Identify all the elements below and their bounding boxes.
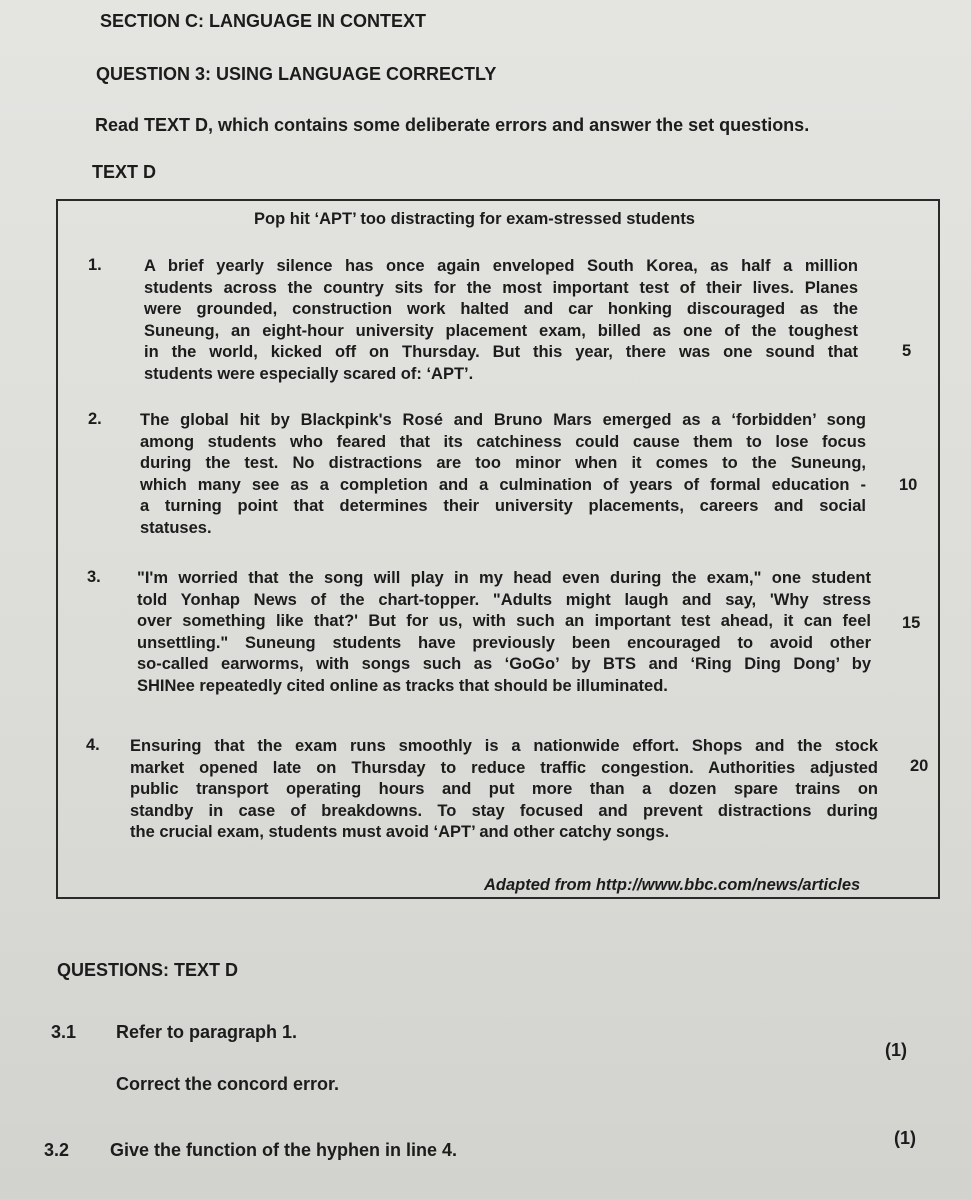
question-3-1-text: Refer to paragraph 1. (116, 1022, 298, 1042)
paragraph-line: which many see as a completion and a culmination of years of formal education - (140, 475, 866, 494)
paragraph-line: standby in case of breakdowns. To stay focused and prevent distractions during (130, 801, 878, 820)
paragraph-line: The global hit by Blackpink's Rosé and Bruno Mars emerged as a ‘forbidden’ song (140, 411, 866, 429)
question-3-1-mark: (1) (885, 1040, 907, 1060)
line-number-10: 10 (899, 476, 918, 494)
paragraph-number-3: 3. (87, 568, 101, 586)
question-3-2-mark: (1) (894, 1128, 916, 1148)
line-number-20: 20 (910, 757, 929, 775)
paragraph-line: "I'm worried that the song will play in my head even during the exam," one student (137, 569, 871, 587)
paragraph-line: SHINee repeatedly cited online as tracks that should be illuminated. (137, 676, 668, 695)
section-title: SECTION C: LANGUAGE IN CONTEXT (100, 11, 427, 31)
article-title: Pop hit ‘APT’ too distracting for exam-stressed students (254, 210, 695, 228)
paragraph-line: during the test. No distractions are too minor when it comes to the Suneung, (140, 454, 866, 472)
paragraph-3 (137, 568, 871, 697)
paragraph-line: public transport operating hours and put more than a dozen spare trains on (130, 780, 878, 798)
paragraph-line: students were especially scared of: ‘APT’. (144, 364, 474, 383)
questions-title: QUESTIONS: TEXT D (57, 960, 239, 980)
question-3-1-instruction: Correct the concord error. (116, 1074, 340, 1094)
paragraph-2 (140, 410, 866, 539)
paragraph-number-1: 1. (88, 256, 102, 274)
paragraph-line: Suneung, an eight-hour university placement exam, billed as one of the toughest (144, 321, 858, 340)
paragraph-line: so-called earworms, with songs such as ‘GoGo’ by BTS and ‘Ring Ding Dong’ by (137, 655, 871, 673)
paragraph-line: unsettling." Suneung students have previously been encouraged to avoid other (137, 633, 871, 652)
paragraph-4 (130, 736, 878, 844)
line-number-5: 5 (902, 342, 912, 360)
paragraph-number-2: 2. (88, 410, 102, 428)
text-label: TEXT D (92, 162, 157, 182)
paragraph-number-4: 4. (86, 736, 100, 754)
paragraph-line: students across the country sits for the most important test of their lives. Planes (144, 278, 858, 297)
paragraph-line: in the world, kicked off on Thursday. But this year, there was one sound that (144, 343, 858, 361)
question-3-2-text: Give the function of the hyphen in line 4. (110, 1140, 458, 1160)
paragraph-line: among students who feared that its catchiness could cause them to lose focus (140, 432, 866, 451)
paragraph-1 (144, 256, 858, 385)
paragraph-line: A brief yearly silence has once again enveloped South Korea, as half a million (144, 257, 858, 275)
paragraph-line: statuses. (140, 518, 212, 537)
line-number-15: 15 (902, 614, 921, 632)
paragraph-line: a turning point that determines their university placements, careers and social (140, 497, 866, 515)
paragraph-line: Ensuring that the exam runs smoothly is a nationwide effort. Shops and the stock (130, 737, 878, 755)
question-number-3-1: 3.1 (51, 1022, 77, 1042)
question-title: QUESTION 3: USING LANGUAGE CORRECTLY (96, 64, 497, 84)
paragraph-line: over something like that?' But for us, with such an important test ahead, it can feel (137, 612, 871, 630)
paragraph-line: the crucial exam, students must avoid ‘APT’ and other catchy songs. (130, 823, 670, 841)
paragraph-line: market opened late on Thursday to reduce traffic congestion. Authorities adjusted (130, 758, 878, 777)
paragraph-line: told Yonhap News of the chart-topper. "Adults might laugh and say, 'Why stress (137, 590, 871, 609)
article-source: Adapted from http://www.bbc.com/news/articles (484, 876, 861, 894)
question-number-3-2: 3.2 (44, 1140, 70, 1160)
instruction-text: Read TEXT D, which contains some deliberate errors and answer the set questions. (95, 115, 810, 135)
paragraph-line: were grounded, construction work halted and car honking discouraged as the (144, 300, 858, 318)
